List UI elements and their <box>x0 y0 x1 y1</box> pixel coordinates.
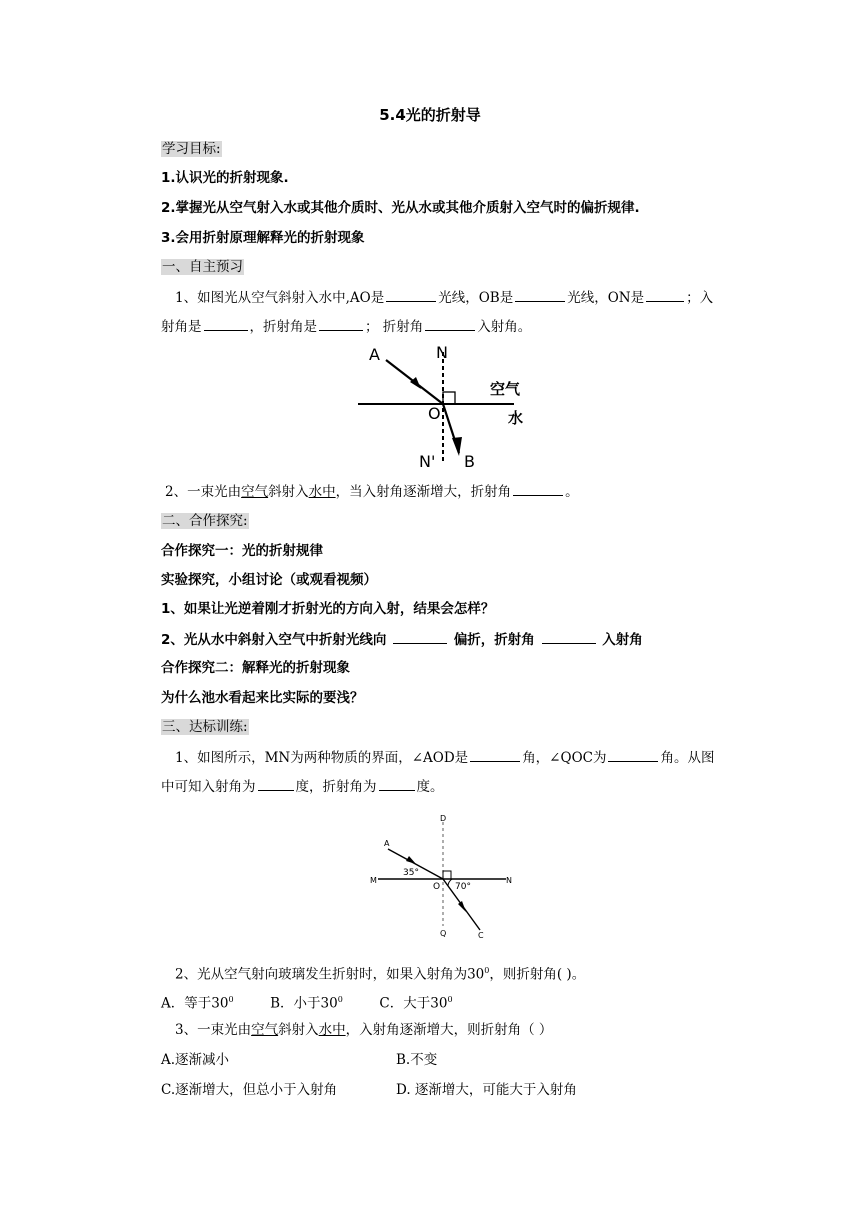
page-title: 5.4光的折射导 <box>379 106 481 124</box>
right-angle-mark <box>443 392 455 404</box>
explore-q1: 1、如果让光逆着刚才折射光的方向入射，结果会怎样？ <box>161 601 495 617</box>
label-35: 35° <box>403 868 419 878</box>
explore-sub1: 合作探究一：光的折射规律 <box>161 543 323 559</box>
training-q3: 3、一束光由空气斜射入水中，入射角逐渐增大，则折射角（ ） <box>175 1022 553 1038</box>
training-q3-option-d: D. 逐渐增大，可能大于入射角 <box>396 1082 577 1098</box>
training-q3-option-c: C.逐渐增大，但总小于入射角 <box>161 1082 338 1098</box>
explore-heading: 二、合作探究: <box>162 513 248 529</box>
label-B: B <box>464 452 475 471</box>
refracted-arrowhead <box>452 437 462 456</box>
label-D: D <box>440 814 447 823</box>
label-N-prime: N' <box>419 452 436 471</box>
angle-arc-70 <box>448 879 452 886</box>
training-q2: 2、光从空气射向玻璃发生折射时，如果入射角为$30^0$，则折射角( )。 <box>175 966 586 983</box>
label-A: A <box>384 839 390 848</box>
label-C: C <box>478 931 484 940</box>
option-c: C．大于30 <box>379 995 448 1012</box>
refracted-arrowhead <box>458 901 466 912</box>
training-heading: 三、达标训练: <box>162 719 248 735</box>
label-70: 70° <box>455 882 471 892</box>
label-Q: Q <box>440 929 447 938</box>
explore-experiment: 实验探究，小组讨论（或观看视频） <box>161 572 377 588</box>
goal-item: 2.掌握光从空气射入水或其他介质时、光从水或其他介质射入空气时的偏折规律. <box>161 200 640 216</box>
right-angle-mark <box>443 871 451 879</box>
refraction-figure-2 <box>366 812 516 940</box>
option-b: B．小于30 <box>270 995 338 1012</box>
goals-heading: 学习目标: <box>162 141 221 157</box>
label-N: N <box>506 876 512 885</box>
label-N: N <box>436 343 448 362</box>
label-water: 水 <box>508 409 524 427</box>
training-q1-line1: 1、如图所示，MN为两种物质的界面，∠AOD是 角，∠QOC为 角。从图 <box>175 747 714 768</box>
incident-arrowhead <box>406 856 416 864</box>
training-q1-line2: 中可知入射角为 度，折射角为 度。 <box>161 776 444 797</box>
label-M: M <box>370 876 377 885</box>
training-q2-options: A．等于$30^0$ B．小于$30^0$ C．大于$30^0$ <box>161 995 453 1012</box>
label-O: O <box>433 882 441 892</box>
preview-heading: 一、自主预习 <box>162 259 243 275</box>
preview-q2: 2、一束光由空气斜射入水中，当入射角逐渐增大，折射角 。 <box>165 481 579 502</box>
label-A: A <box>369 345 380 364</box>
goal-item: 3.会用折射原理解释光的折射现象 <box>161 230 365 246</box>
explore-q3: 为什么池水看起来比实际的要浅？ <box>161 690 364 706</box>
training-q3-option-a: A.逐渐减小 <box>161 1052 230 1068</box>
label-O: O <box>428 404 441 423</box>
explore-sub2: 合作探究二：解释光的折射现象 <box>161 660 350 676</box>
label-air: 空气 <box>490 380 521 398</box>
preview-q1-line2: 射角是 ，折射角是 ； 折射角 入射角。 <box>161 316 531 337</box>
refraction-figure-1 <box>356 340 524 471</box>
preview-q1-line1: 1、如图光从空气斜射入水中,AO是 光线，OB是 光线，ON是 ；入 <box>175 287 713 308</box>
option-a: A．等于30 <box>161 995 229 1012</box>
goal-item: 1.认识光的折射现象. <box>161 170 289 186</box>
explore-q2: 2、光从水中斜射入空气中折射光线向 偏折，折射角 入射角 <box>161 629 643 650</box>
training-q3-option-b: B.不变 <box>396 1052 438 1068</box>
